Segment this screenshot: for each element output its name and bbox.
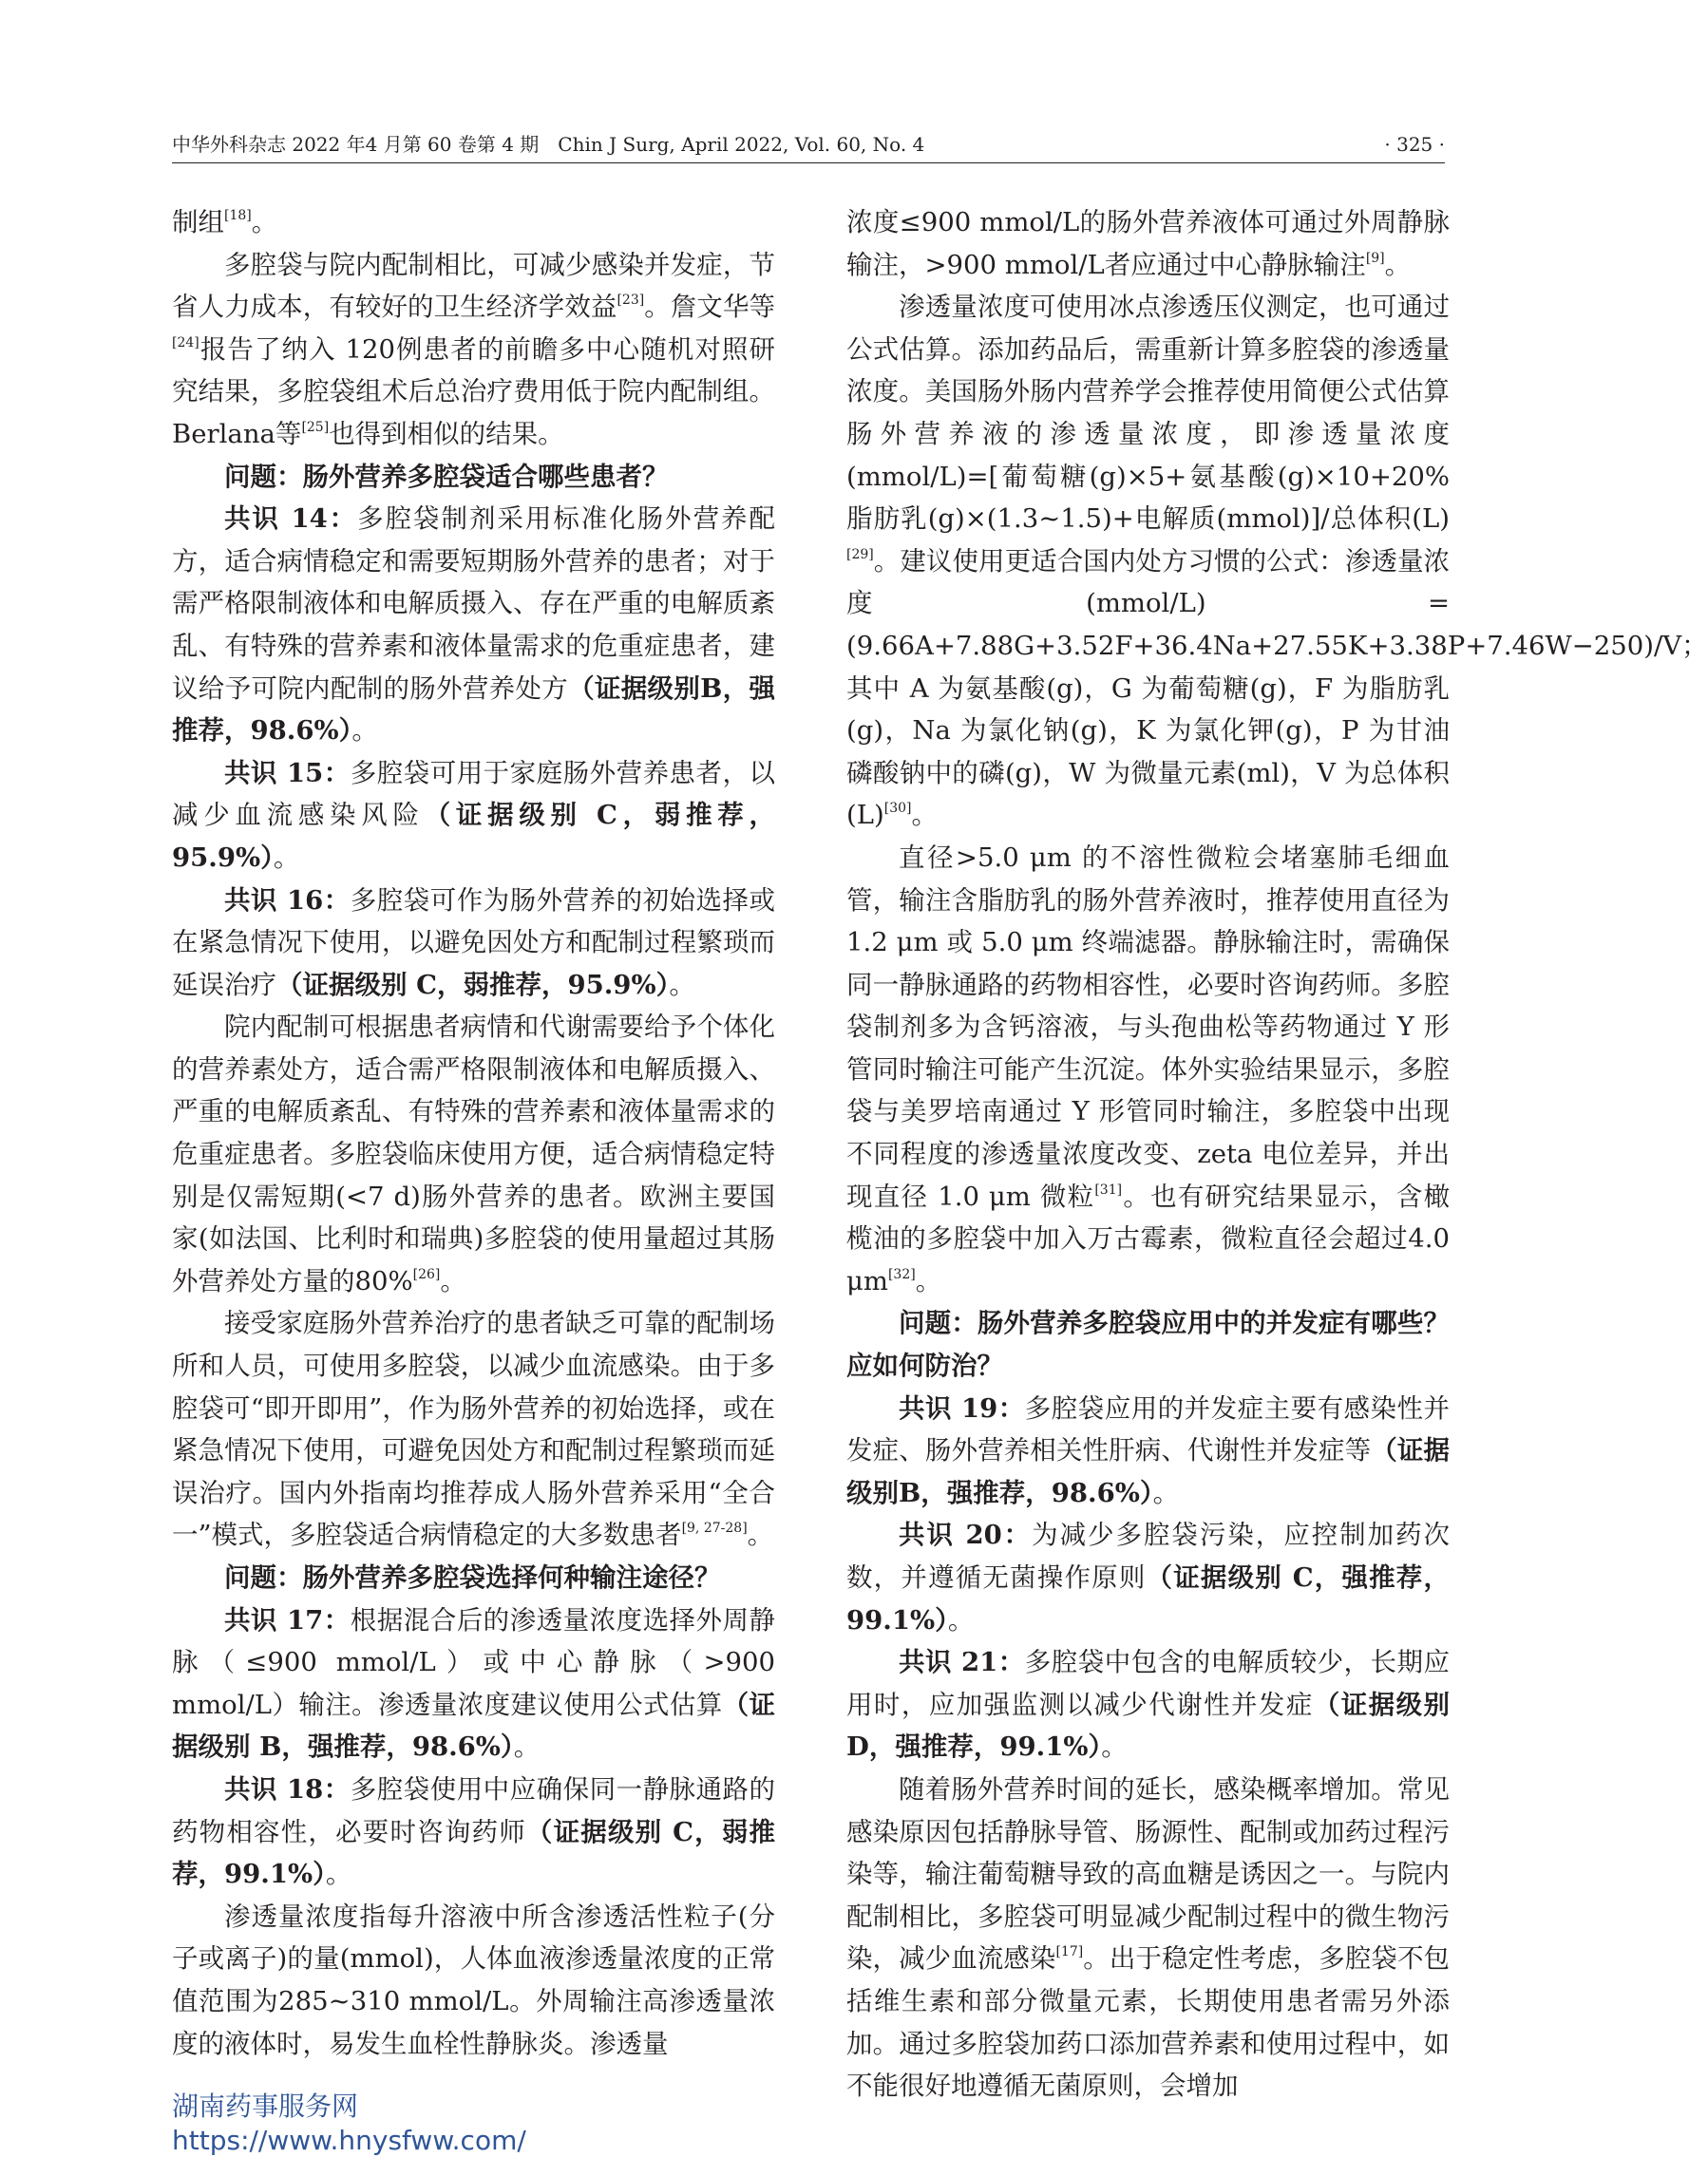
paragraph <box>846 1641 1450 1769</box>
evidence-level: （证据级别 B，强推荐，98.6%） <box>172 1689 776 1763</box>
page-number: · 325 · <box>1384 133 1445 156</box>
heading-text: 问题：肠外营养多腔袋选择何种输注途径？ <box>224 1562 721 1593</box>
citation: [25] <box>301 419 330 435</box>
body-text: 根据混合后的渗透量浓度选择外周静脉（≤900 mmol/L）或中心静脉（>900 mmol/L）输注。渗透量浓度建议使用公式估算 <box>172 1604 776 1720</box>
citation: [9, 27-28] <box>681 1521 748 1537</box>
body-text: 。 <box>915 1265 942 1296</box>
site-url[interactable]: https://www.hnysfww.com/ <box>172 2125 526 2156</box>
body-text: 。 <box>251 207 278 237</box>
right-column <box>846 201 1708 2108</box>
header-rule <box>172 162 1445 163</box>
citation: [9] <box>1365 250 1385 266</box>
body-text: 。 <box>1384 249 1412 280</box>
paragraph <box>172 201 775 244</box>
paragraph <box>172 1769 775 1896</box>
body-text: 。 <box>669 969 695 1000</box>
body-text: 。 <box>747 1520 774 1551</box>
body-text: 多腔袋制剂采用标准化肠外营养配方，适合病情稳定和需要短期肠外营养的患者；对于需严格限制液体和电解质摄入、存在严重的电解质紊乱、有特殊的营养素和液体量需求的危重症患者，建议给予可院内配制的肠外营养处方 <box>172 503 776 704</box>
paragraph <box>172 1302 775 1557</box>
paragraph <box>846 286 1708 837</box>
evidence-level: （证据级别 C，弱推荐，95.9%） <box>276 969 670 1000</box>
heading-text: 共识 19： <box>899 1392 1025 1424</box>
body-text: 为减少多腔袋污染，应控制加药次数，并遵循无菌操作原则 <box>846 1520 1451 1593</box>
body-text: 院内配制可根据患者病情和代谢需要给予个体化的营养素处方，适合需严格限制液体和电解质摄入、严重的电解质紊乱、有特殊的营养素和液体量需求的危重症患者。多腔袋临床使用方便，适合病情稳定特别是仅需短期(<7 d)肠外营养的患者。欧洲主要国家(如法国、比利时和瑞典)多腔袋的使用量超过其肠外营养处方量的80% <box>172 1012 775 1296</box>
citation: [23] <box>617 293 645 309</box>
paragraph <box>846 1302 1450 1387</box>
heading-text: 共识 14： <box>224 503 358 535</box>
heading-text: 共识 20： <box>899 1520 1033 1551</box>
body-text: 渗透量浓度指每升溶液中所含渗透活性粒子(分子或离子)的量(mmol)，人体血液渗透量浓度的正常值范围为285~310 mmol/L。外周输注高渗透量浓度的液体时，易发生血栓性静脉炎。渗透量 <box>172 1901 775 2059</box>
evidence-level: （证据级别 D，强推荐，99.1%） <box>846 1689 1451 1763</box>
paragraph <box>846 837 1450 1303</box>
body-text: 。詹文华等 <box>644 292 776 323</box>
body-text: 。 <box>325 1859 352 1890</box>
body-text: 多腔袋可用于家庭肠外营养患者，以减少血流感染风险 <box>172 757 776 831</box>
body-text: 。建议使用更适合国内处方习惯的公式：渗透量浓度(mmol/L) = (9.66A+7.88G+3.52F+36.4Na+27.55K+3.38P+7.46W−250)/V；其中 A 为氨基酸(g)，G 为葡萄糖(g)，F 为脂肪乳(g)，Na 为氯化钠(g)，K 为氯化钾(g)，P 为甘油磷酸钠中的磷(g)，W 为微量元素(ml)，V 为总体积(L) <box>846 545 1708 831</box>
paragraph <box>172 456 775 499</box>
body-text: 。 <box>1152 1477 1180 1508</box>
citation: [29] <box>846 546 874 562</box>
body-text: 。出于稳定性考虑，多腔袋不包括维生素和部分微量元素，长期使用患者需另外添加。通过多腔袋加药口添加营养素和使用过程中，如不能很好地遵循无菌原则，会增加 <box>846 1943 1451 2102</box>
body-text: 渗透量浓度可使用冰点渗透压仪测定，也可通过公式估算。添加药品后，需重新计算多腔袋的渗透量浓度。美国肠外肠内营养学会推荐使用简便公式估算肠外营养液的渗透量浓度，即渗透量浓度(mmol/L)=[葡萄糖(g)×5+氨基酸(g)×10+20% 脂肪乳(g)×(1.3~1.5)+电解质(mmol)]/总体积(L) <box>846 292 1450 535</box>
body-text: 多腔袋中包含的电解质较少，长期应用时，应加强监测以减少代谢性并发症 <box>846 1647 1451 1720</box>
heading-text: 共识 18： <box>224 1773 351 1805</box>
watermark-footer <box>172 2090 526 2158</box>
body-text: 报告了纳入 120例患者的前瞻多中心随机对照研究结果，多腔袋组术后总治疗费用低于院内配制组。Berlana等 <box>172 333 775 449</box>
heading-text: 共识 15： <box>224 757 351 788</box>
body-text: 直径>5.0 μm 的不溶性微粒会堵塞肺毛细血管，输注含脂肪乳的肠外营养液时，推荐使用直径为 1.2 μm 或 5.0 μm 终端滤器。静脉输注时，需确保同一静脉通路的药物相容性，必要时咨询药师。多腔袋制剂多为含钙溶液，与头孢曲松等药物通过 Y 形管同时输注可能产生沉淀。体外实验结果显示，多腔袋与美罗培南通过 Y 形管同时输注，多腔袋中出现不同程度的渗透量浓度改变、zeta 电位差异，并出现直径 1.0 μm 微粒 <box>846 842 1450 1212</box>
paragraph <box>846 201 1450 286</box>
body-text: 多腔袋可作为肠外营养的初始选择或在紧急情况下使用，以避免因处方和配制过程繁琐而延误治疗 <box>172 884 776 1000</box>
evidence-level: （证据级别 C，弱推荐，95.9%） <box>172 800 775 873</box>
citation: [24] <box>172 334 199 350</box>
paragraph <box>172 752 775 880</box>
citation: [17] <box>1055 1944 1084 1960</box>
heading-text: 问题：肠外营养多腔袋适合哪些患者？ <box>224 461 669 492</box>
journal-header: 中华外科杂志 2022 年4 月第 60 卷第 4 期 Chin J Surg, April 2022, Vol. 60, No. 4 <box>172 133 925 156</box>
heading-text: 问题：肠外营养多腔袋应用中的并发症有哪些？应如何防治？ <box>846 1308 1450 1382</box>
evidence-level: （证据级别B，强推荐，98.6%） <box>172 672 776 747</box>
citation: [32] <box>887 1266 916 1282</box>
paragraph <box>172 1557 775 1599</box>
body-text: 。 <box>1101 1731 1128 1763</box>
body-text: 多腔袋与院内配制相比，可减少感染并发症，节省人力成本，有较好的卫生经济学效益 <box>172 249 775 323</box>
evidence-level: （证据级别 C，弱推荐，99.1%） <box>172 1816 776 1890</box>
heading-text: 共识 16： <box>224 884 351 916</box>
paragraph <box>172 498 775 752</box>
paragraph <box>172 1896 775 2065</box>
citation: [26] <box>412 1266 441 1282</box>
body-text: 随着肠外营养时间的延长，感染概率增加。常见感染原因包括静脉导管、肠源性、配制或加药过程污染等，输注葡萄糖导致的高血糖是诱因之一。与院内配制相比，多腔袋可明显减少配制过程中的微生物污染，减少血流感染 <box>846 1773 1450 1975</box>
body-text: 。 <box>351 715 378 747</box>
body-text: 浓度≤900 mmol/L的肠外营养液体可通过外周静脉输注，>900 mmol/L者应通过中心静脉输注 <box>846 207 1450 280</box>
body-text: 。也有研究结果显示，含橄榄油的多腔袋中加入万古霉素，微粒直径会超过4.0 μm <box>846 1181 1450 1296</box>
evidence-level: （证据级别 C，强推荐，99.1%） <box>846 1562 1450 1636</box>
citation: [31] <box>1094 1182 1123 1198</box>
body-text: 也得到相似的结果。 <box>329 418 564 449</box>
paragraph <box>172 244 775 456</box>
paragraph <box>846 1769 1450 2108</box>
body-text: 多腔袋应用的并发症主要有感染性并发症、肠外营养相关性肝病、代谢性并发症等 <box>846 1392 1451 1466</box>
body-text: 。 <box>273 842 300 873</box>
body-text: 制组 <box>172 207 224 237</box>
left-column <box>172 201 775 2065</box>
paragraph <box>846 1514 1450 1641</box>
heading-text: 共识 21： <box>899 1647 1025 1678</box>
paragraph <box>172 880 775 1007</box>
body-text: 。 <box>440 1265 466 1296</box>
body-text: 。 <box>513 1731 541 1763</box>
body-text: 。 <box>911 800 938 831</box>
heading-text: 共识 17： <box>224 1604 351 1636</box>
evidence-level: （证据级别B，强推荐，98.6%） <box>846 1435 1451 1508</box>
paragraph <box>172 1006 775 1302</box>
site-name: 湖南药事服务网 <box>172 2091 359 2122</box>
body-text: 多腔袋使用中应确保同一静脉通路的药物相容性，必要时咨询药师 <box>172 1773 776 1847</box>
paragraph <box>846 1388 1450 1515</box>
body-text: 。 <box>947 1604 975 1636</box>
running-header <box>172 133 1445 171</box>
citation: [30] <box>883 801 912 817</box>
citation: [18] <box>224 208 252 223</box>
body-text: 接受家庭肠外营养治疗的患者缺乏可靠的配制场所和人员，可使用多腔袋，以减少血流感染。由于多腔袋可“即开即用”，作为肠外营养的初始选择，或在紧急情况下使用，可避免因处方和配制过程繁琐而延误治疗。国内外指南均推荐成人肠外营养采用“全合一”模式，多腔袋适合病情稳定的大多数患者 <box>172 1308 775 1551</box>
paragraph <box>172 1599 775 1769</box>
